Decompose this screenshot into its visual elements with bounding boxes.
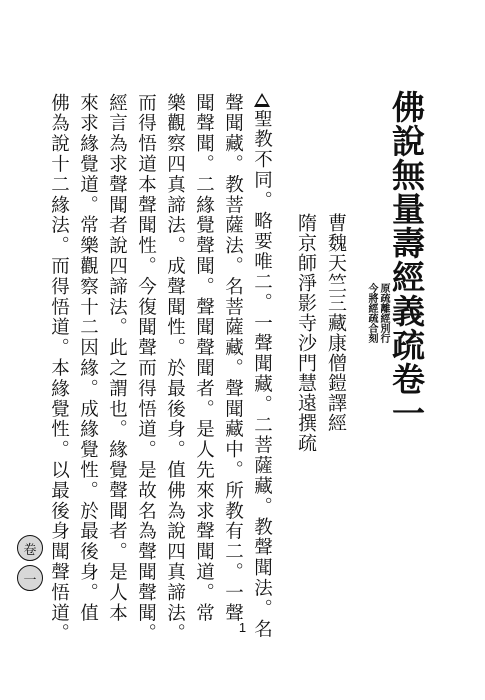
body-column-8: 佛為說十二緣法。而得悟道。本緣覺性。以最後身聞聲悟道。 (48, 93, 70, 644)
translator-line: 曹魏天竺三藏康僧鎧譯經 (325, 213, 347, 433)
body-column-1 (252, 93, 271, 639)
body-column-5: 而得悟道本聲聞性。今復聞聲而得悟道。是故名為聲聞聲聞。 (135, 93, 157, 644)
triangle-marker-icon (254, 93, 270, 107)
note-line-2: 今將經疏合刻 (366, 283, 377, 343)
juan-marker (16, 535, 44, 595)
body-column-6: 經言為求聲聞者說四諦法。此之謂也。緣覺聲聞者。是人本 (106, 93, 128, 624)
body-column-4: 樂觀察四真諦法。成聲聞性。於最後身。值佛為說四真諦法。 (164, 93, 186, 644)
sutra-title: 佛說無量壽經義疏卷一 (387, 90, 426, 430)
juan-number: 一 (17, 565, 43, 591)
body-column-7: 來求緣覺道。常樂觀察十二因緣。成緣覺性。於最後身。值 (77, 93, 99, 624)
page-number: 1 (238, 620, 247, 635)
note-line-1: 原疏離經別行 (378, 283, 389, 343)
commentator-line: 隋京師淨影寺沙門慧遠撰疏 (295, 213, 317, 453)
body-column-3: 聞聲聞。二緣覺聲聞。聲聞聲聞者。是人先來求聲聞道。常 (193, 93, 215, 624)
body-text: 聖教不同。略要唯二。一聲聞藏。二菩薩藏。教聲聞法。名 (251, 109, 273, 640)
juan-label: 卷 (17, 535, 43, 561)
body-column-2: 聲聞藏。教菩薩法。名菩薩藏。聲聞藏中。所教有二。一聲 (222, 93, 244, 624)
